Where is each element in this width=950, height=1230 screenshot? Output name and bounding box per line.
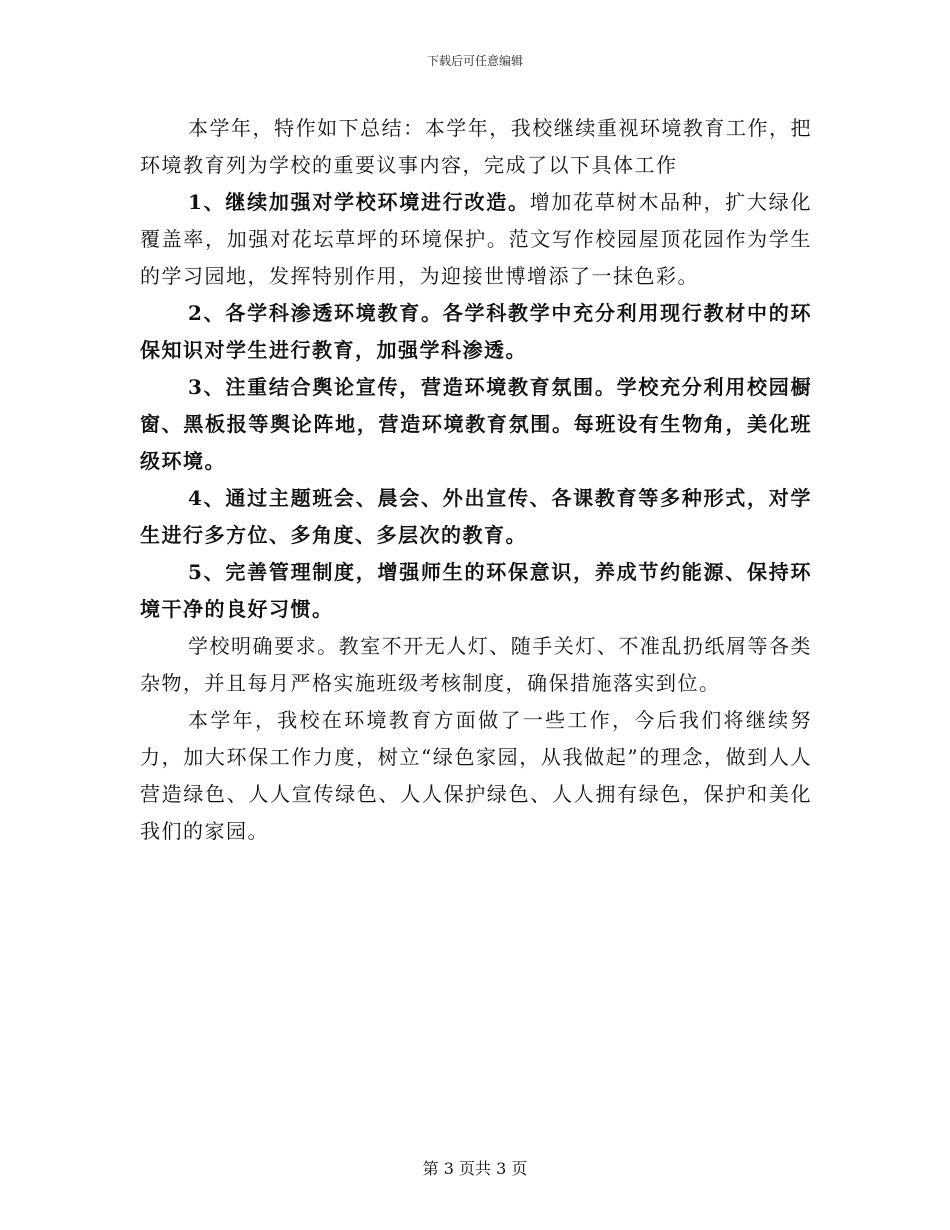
paragraph-conclusion: 本学年，我校在环境教育方面做了一些工作，今后我们将继续努力，加大环保工作力度，树立“绿色家园，从我做起”的理念，做到人人营造绿色、人人宣传绿色、人人保护绿色、人人拥有绿色，保护和美化我们的家园。 (140, 708, 812, 843)
page-header: 下载后可任意编辑 (426, 54, 523, 68)
paragraph-item-3: 3、注重结合舆论宣传，营造环境教育氛围。学校充分利用校园橱窗、黑板报等舆论阵地，营造环境教育氛围。每班设有生物角，美化班级环境。 (140, 375, 812, 473)
paragraph-requirements: 学校明确要求。教室不开无人灯、随手关灯、不准乱扔纸屑等各类杂物，并且每月严格实施班级考核制度，确保措施落实到位。 (140, 634, 812, 695)
paragraph-item-4: 4、通过主题班会、晨会、外出宣传、各课教育等多种形式，对学生进行多方位、多角度、多层次的教育。 (140, 486, 812, 547)
paragraph-item-2: 2、各学科渗透环境教育。各学科教学中充分利用现行教材中的环保知识对学生进行教育，加强学科渗透。 (140, 301, 812, 362)
item-1-body: 增加花草树木品种，扩大绿化覆盖率，加强对花坛草坪的环境保护。范文写作校园屋顶花园作为学生的学习园地，发挥特别作用，为迎接世博增添了一抹色彩。 (140, 190, 813, 288)
page-footer: 第 3 页共 3 页 (422, 1159, 528, 1178)
paragraph-intro: 本学年，特作如下总结：本学年，我校继续重视环境教育工作，把环境教育列为学校的重要议事内容，完成了以下具体工作 (140, 116, 812, 177)
paragraph-item-1 (140, 184, 812, 295)
item-1-heading: 1、继续加强对学校环境进行改造。 (188, 190, 530, 214)
document-body (140, 110, 812, 850)
paragraph-item-5: 5、完善管理制度，增强师生的环保意识，养成节约能源、保持环境干净的良好习惯。 (140, 560, 812, 621)
